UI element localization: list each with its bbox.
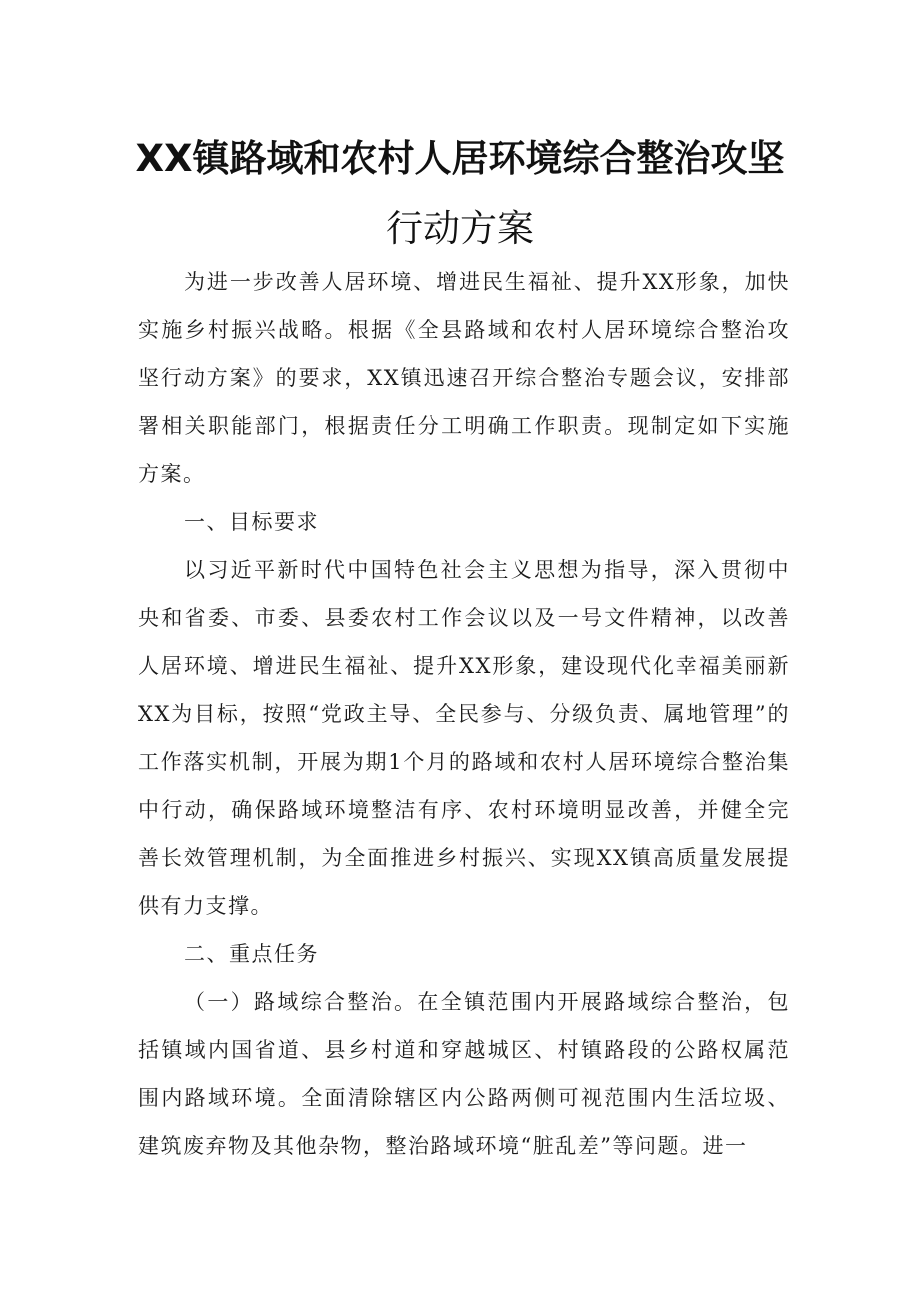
intro-paragraph: 为进一步改善人居环境、增进民生福祉、提升XX形象，加快实施乡村振兴战略。根据《全县路域和农村人居环境综合整治攻坚行动方案》的要求，XX镇迅速召开综合整治专题会议，安排部署相关职能部门，根据责任分工明确工作职责。现制定如下实施方案。 [138, 270, 790, 486]
section2-heading: 二、重点任务 [184, 942, 319, 966]
section1-heading: 一、目标要求 [184, 510, 319, 534]
document-body [138, 258, 790, 1170]
document-title-line1: XX镇路域和农村人居环境综合整治攻坚 [135, 137, 785, 180]
section1-paragraph: 以习近平新时代中国特色社会主义思想为指导，深入贯彻中央和省委、市委、县委农村工作会议以及一号文件精神，以改善人居环境、增进民生福祉、提升XX形象，建设现代化幸福美丽新XX为目标，按照“党政主导、全民参与、分级负责、属地管理”的工作落实机制，开展为期1个月的路域和农村人居环境综合整治集中行动，确保路域环境整洁有序、农村环境明显改善，并健全完善长效管理机制，为全面推进乡村振兴、实现XX镇高质量发展提供有力支撑。 [138, 558, 790, 918]
document-title-line2: 行动方案 [386, 207, 534, 250]
section2-sub1-paragraph: （一）路域综合整治。在全镇范围内开展路域综合整治，包括镇域内国省道、县乡村道和穿越城区、村镇路段的公路权属范围内路域环境。全面清除辖区内公路两侧可视范围内生活垃圾、建筑废弃物及其他杂物，整治路域环境“脏乱差”等问题。进一 [138, 990, 790, 1158]
